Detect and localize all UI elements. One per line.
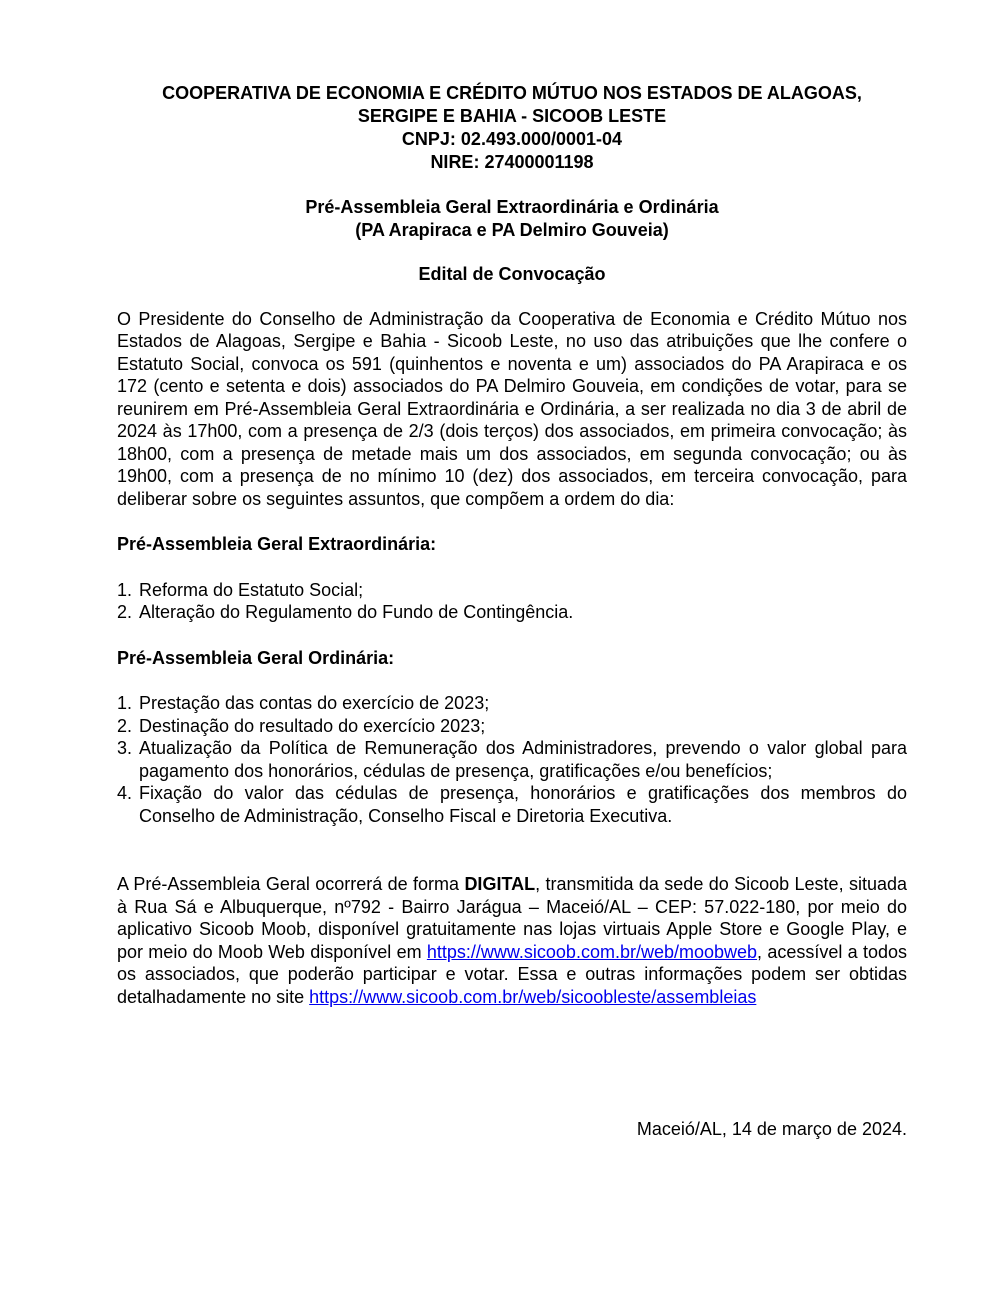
agenda-item-number: 1. xyxy=(117,579,133,600)
agenda-item xyxy=(117,737,907,782)
document-page xyxy=(117,82,907,1008)
place-date-signature: Maceió/AL, 14 de março de 2024. xyxy=(636,1119,907,1139)
agenda-item-text: Atualização da Política de Remuneração dos Administradores, prevendo o valor global para pagamento dos honorários, cédulas de presença, gratificações e/ou benefícios; xyxy=(139,738,907,781)
agenda-item-number: 4. xyxy=(117,783,133,803)
digital-keyword: DIGITAL xyxy=(464,874,536,894)
agenda-item-text: Fixação do valor das cédulas de presença, honorários e gratificações dos membros do Conselho de Administração, Conselho Fiscal e Diretoria Executiva. xyxy=(139,783,907,826)
ordinary-heading: Pré-Assembleia Geral Ordinária: xyxy=(117,647,395,668)
nire: NIRE: 27400001198 xyxy=(430,152,594,172)
intro-paragraph: O Presidente do Conselho de Administração da Cooperativa de Economia e Crédito Mútuo nos Estados de Alagoas, Sergipe e Bahia - Sicoob Leste, no uso das atribuições que lhe confere o Estatuto Social, convoca os 591 (quinhentos e noventa e um) associados do PA Arapiraca e os 172 (cento e setenta e dois) associados do PA Delmiro Gouveia, em condições de votar, para se reunirem em Pré-Assembleia Geral Extraordinária e Ordinária, a ser realizada no dia 3 de abril de 2024 às 17h00, com a presença de 2/3 (dois terços) dos associados, em primeira convocação; às 18h00, com a presença de metade mais um dos associados, em segunda convocação; ou às 19h00, com a presença de no mínimo 10 (dez) dos associados, em terceira convocação, para deliberar sobre os seguintes assuntos, que compõem a ordem do dia: xyxy=(117,308,907,509)
assembleias-link[interactable]: https://www.sicoob.com.br/web/sicoobleste/assembleias xyxy=(309,986,757,1007)
digital-text-part1: A Pré-Assembleia Geral ocorrerá de forma xyxy=(117,874,465,894)
agenda-item-number: 2. xyxy=(117,715,133,736)
extraordinary-agenda-list xyxy=(117,579,907,624)
agenda-item-text: Destinação do resultado do exercício 2023; xyxy=(139,715,486,736)
agenda-item-number: 3. xyxy=(117,738,133,758)
document-header xyxy=(117,82,907,174)
agenda-item-number: 2. xyxy=(117,602,133,622)
meeting-title-line1: Pré-Assembleia Geral Extraordinária e Ordinária xyxy=(305,197,719,217)
cnpj: CNPJ: 02.493.000/0001-04 xyxy=(401,129,623,149)
agenda-item-text: Reforma do Estatuto Social; xyxy=(139,579,364,600)
digital-meeting-paragraph xyxy=(117,873,907,1008)
agenda-item xyxy=(117,601,907,624)
notice-title: Edital de Convocação xyxy=(418,264,606,284)
digital-text-part2: , transmitida da sede do Sicoob Leste, situada à Rua Sá e Albuquerque, nº792 - Bairro Jarágua – Maceió/AL – CEP: 57.022-180, por meio do aplicativo Sicoob Moob, disponível gratuitamente nas lojas virtuais Apple Store e Google Play, e por meio do Moob Web disponível em xyxy=(117,874,907,962)
extraordinary-heading: Pré-Assembleia Geral Extraordinária: xyxy=(117,534,437,554)
agenda-item-text: Alteração do Regulamento do Fundo de Contingência. xyxy=(139,602,574,622)
agenda-item xyxy=(117,579,907,602)
meeting-title xyxy=(117,196,907,241)
agenda-item xyxy=(117,715,907,738)
moobweb-link[interactable]: https://www.sicoob.com.br/web/moobweb xyxy=(426,941,758,962)
org-name-line2: SERGIPE E BAHIA - SICOOB LESTE xyxy=(357,106,667,126)
agenda-item-text: Prestação das contas do exercício de 2023; xyxy=(139,693,490,713)
org-name-line1: COOPERATIVA DE ECONOMIA E CRÉDITO MÚTUO NOS ESTADOS DE ALAGOAS, xyxy=(162,83,862,103)
agenda-item xyxy=(117,692,907,715)
digital-text-part3: , acessível a todos os associados, que poderão participar e votar. Essa e outras informações podem ser obtidas detalhadamente no site xyxy=(117,941,907,1007)
agenda-item-number: 1. xyxy=(117,693,133,713)
ordinary-agenda-list xyxy=(117,692,907,827)
meeting-title-line2: (PA Arapiraca e PA Delmiro Gouveia) xyxy=(355,219,669,240)
agenda-item xyxy=(117,782,907,827)
